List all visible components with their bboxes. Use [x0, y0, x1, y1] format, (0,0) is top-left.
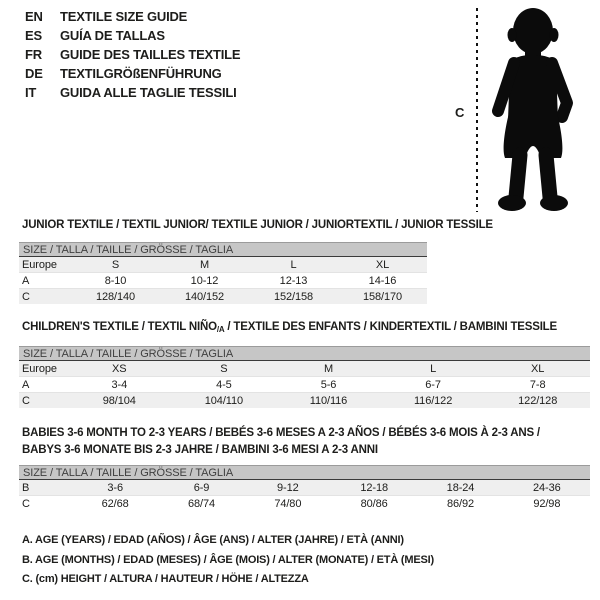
size-header-bar: SIZE / TALLA / TAILLE / GRÖSSE / TAGLIA: [19, 346, 590, 361]
table-cell: 86/92: [446, 497, 474, 510]
babies-table-title: [22, 425, 540, 459]
row-label: A: [22, 378, 30, 391]
footnote-age-years: A. AGE (YEARS) / EDAD (AÑOS) / ÂGE (ANS) / ALTER (JAHRE) / ETÀ (ANNI): [22, 534, 404, 546]
table-row: [19, 392, 590, 408]
table-cell: 24-36: [533, 481, 561, 494]
table-cell: 7-8: [529, 378, 546, 391]
junior-size-table: [19, 242, 427, 304]
language-code: DE: [25, 66, 43, 81]
table-cell: 18-24: [446, 481, 475, 494]
language-row-en: [25, 7, 240, 26]
table-cell: 5-6: [320, 378, 337, 391]
table-cell: 6-9: [193, 481, 210, 494]
height-measure-figure: [450, 5, 598, 217]
size-column-header: XL: [375, 258, 390, 271]
table-cell: 6-7: [425, 378, 441, 391]
table-cell: 62/68: [101, 497, 129, 510]
table-row: [19, 480, 590, 495]
size-column-header: M: [323, 362, 334, 375]
language-code: ES: [25, 28, 42, 43]
table-cell: 122/128: [518, 394, 558, 407]
baby-silhouette-image: [483, 5, 583, 212]
table-cell: 128/140: [95, 290, 136, 303]
table-cell: 104/110: [204, 394, 244, 407]
language-row-fr: [25, 45, 240, 64]
language-title: GUIDE DES TAILLES TEXTILE: [60, 47, 241, 62]
table-cell: 12-13: [279, 274, 308, 287]
babies-title-line2: BABYS 3-6 MONATE BIS 2-3 JAHRE / BAMBINI 3-6 MESI A 2-3 ANNI: [22, 444, 378, 456]
table-cell: 140/152: [184, 290, 225, 303]
table-cell: 3-6: [107, 481, 123, 494]
babies-title-line1: BABIES 3-6 MONTH TO 2-3 YEARS / BEBÉS 3-6 MESES A 2-3 AÑOS / BÉBÉS 3-6 MOIS À 2-3 ANS /: [22, 427, 540, 439]
footnote-height-cm: C. (cm) HEIGHT / ALTURA / HAUTEUR / HÖHE / ALTEZZA: [22, 573, 309, 585]
table-row: [19, 376, 590, 392]
language-row-es: [25, 26, 240, 45]
table-row: [19, 288, 427, 304]
table-row: [19, 495, 590, 511]
table-cell: 68/74: [187, 497, 215, 510]
table-cell: 158/170: [362, 290, 403, 303]
size-column-header: XS: [112, 362, 127, 375]
babies-size-table: [19, 465, 590, 511]
children-table-title: [22, 321, 557, 334]
children-title-text: CHILDREN'S TEXTILE / TEXTIL NIÑO: [22, 321, 217, 333]
size-column-header: XL: [531, 362, 545, 375]
height-measure-label: C: [455, 105, 465, 120]
language-row-it: [25, 83, 240, 102]
table-cell: 9-12: [277, 481, 299, 494]
language-title: GUÍA DE TALLAS: [60, 28, 165, 43]
footnote-age-months: B. AGE (MONTHS) / EDAD (MESES) / ÂGE (MOIS) / ALTER (MONATE) / ETÀ (MESI): [22, 553, 434, 566]
language-code: FR: [25, 47, 42, 62]
size-column-header: L: [290, 258, 297, 271]
language-code: IT: [25, 85, 37, 100]
row-label: C: [22, 290, 30, 303]
table-cell: 8-10: [104, 274, 127, 287]
size-column-header: L: [430, 362, 437, 375]
table-cell: 152/158: [273, 290, 314, 303]
children-size-table: [19, 346, 590, 408]
table-cell: 3-4: [111, 378, 128, 391]
language-title: TEXTILE SIZE GUIDE: [60, 9, 188, 24]
table-cell: 4-5: [216, 378, 232, 391]
table-cell: 14-16: [368, 274, 397, 287]
footnote-legend: [22, 531, 434, 590]
language-code: EN: [25, 9, 43, 24]
table-cell: 10-12: [190, 274, 219, 287]
region-header-cell: Europe: [22, 258, 57, 271]
size-header-bar: SIZE / TALLA / TAILLE / GRÖSSE / TAGLIA: [19, 242, 427, 257]
table-header-row: [19, 361, 590, 376]
size-column-header: S: [220, 362, 228, 375]
language-row-de: [25, 64, 240, 83]
language-title: GUIDA ALLE TAGLIE TESSILI: [60, 85, 237, 100]
table-cell: 92/98: [533, 497, 561, 510]
height-dotted-line: [476, 8, 478, 212]
table-cell: 116/122: [413, 394, 453, 407]
size-header-bar: SIZE / TALLA / TAILLE / GRÖSSE / TAGLIA: [19, 465, 590, 480]
region-header-cell: Europe: [22, 362, 57, 375]
language-title: TEXTILGRÖßENFÜHRUNG: [60, 66, 222, 81]
size-column-header: S: [111, 258, 120, 271]
row-label: C: [22, 394, 30, 407]
row-label: A: [22, 274, 30, 287]
table-cell: 80/86: [360, 497, 388, 510]
row-label: C: [22, 497, 30, 510]
table-header-row: [19, 257, 427, 272]
table-row: [19, 272, 427, 288]
children-title-text: / TEXTILE DES ENFANTS / KINDERTEXTIL / BAMBINI TESSILE: [224, 321, 557, 333]
children-title-subscript: /A: [216, 325, 225, 334]
table-cell: 12-18: [360, 481, 388, 494]
table-cell: 74/80: [274, 497, 302, 510]
junior-table-title: JUNIOR TEXTILE / TEXTIL JUNIOR/ TEXTILE JUNIOR / JUNIORTEXTIL / JUNIOR TESSILE: [22, 219, 493, 231]
size-column-header: M: [199, 258, 210, 271]
language-title-block: [25, 7, 240, 102]
table-cell: 98/104: [102, 394, 136, 407]
row-label: B: [22, 481, 30, 494]
table-cell: 110/116: [309, 394, 348, 407]
